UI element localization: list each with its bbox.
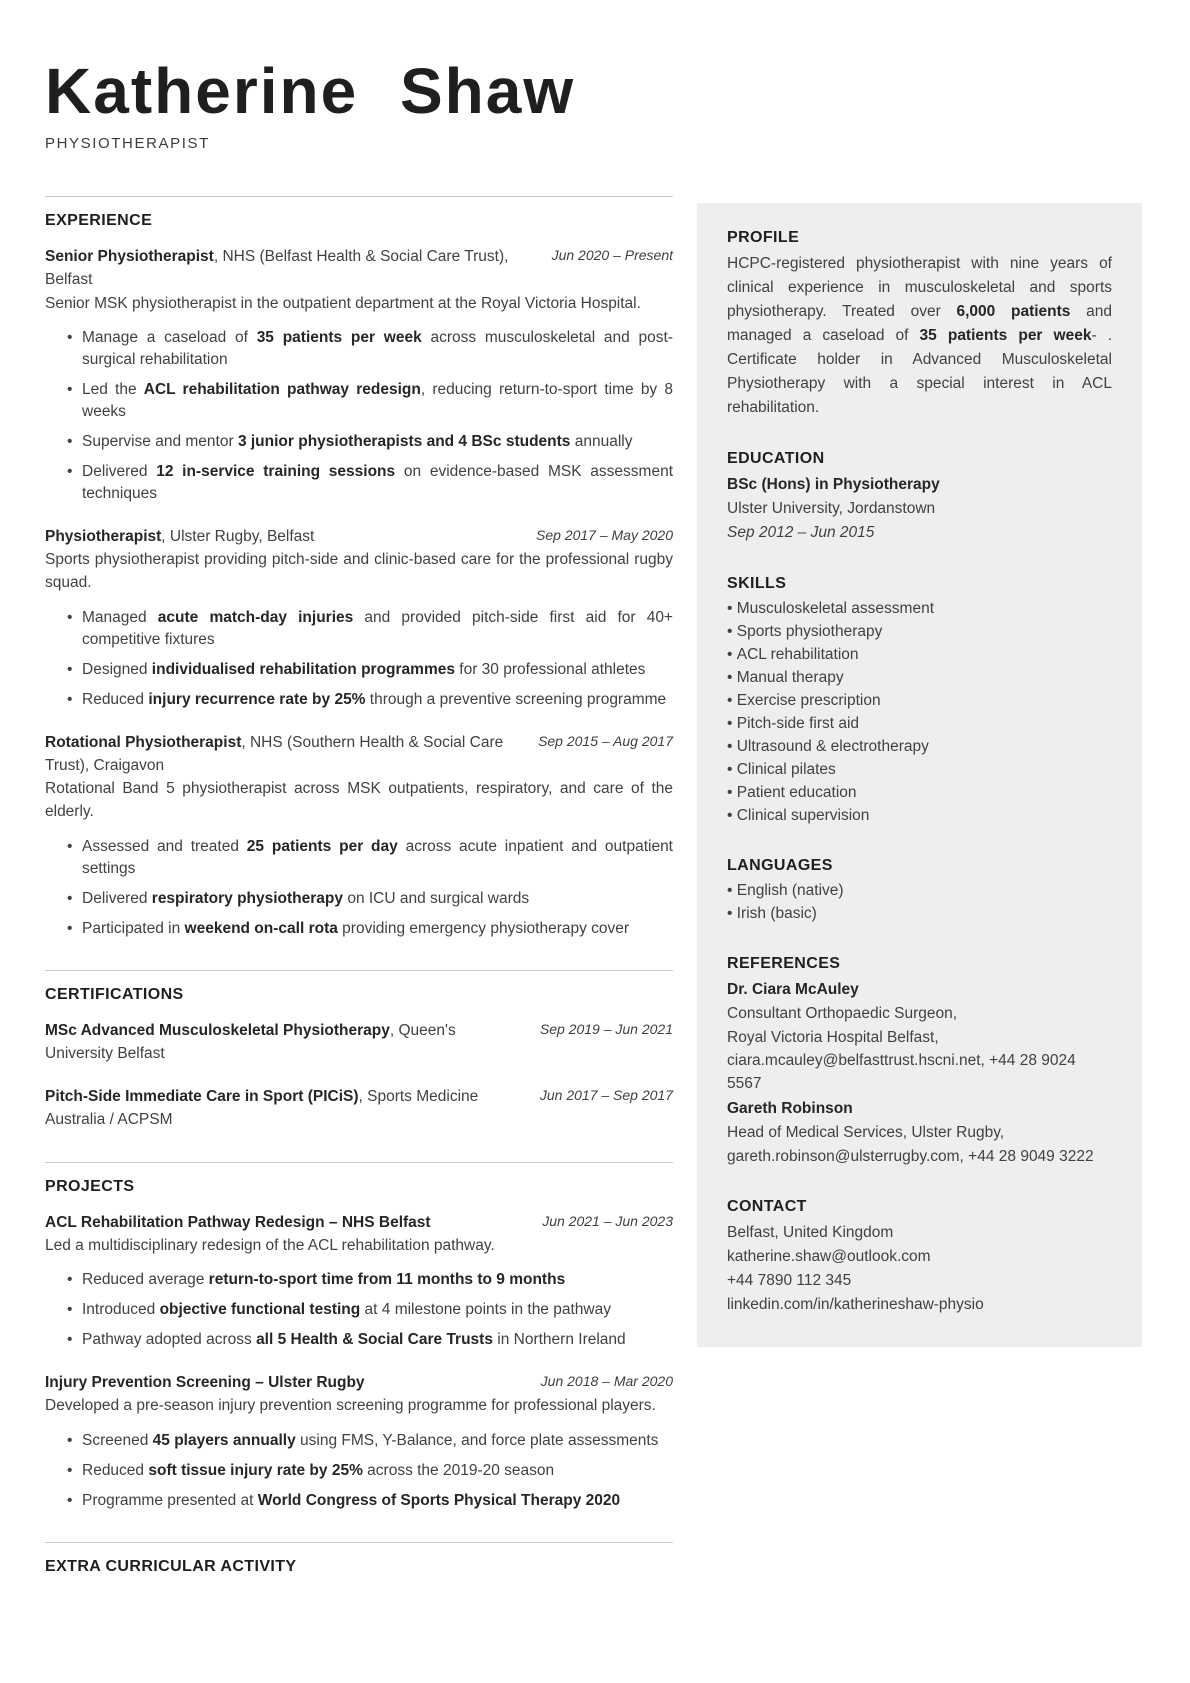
entry-title: Physiotherapist, Ulster Rugby, Belfast [45, 527, 315, 545]
references-list [727, 978, 1112, 1168]
education-date: Sep 2012 – Jun 2015 [727, 524, 875, 542]
bullet-item: • Designed individualised rehabilitation programmes for 30 professional athletes [67, 659, 673, 681]
page-title: Katherine Shaw [45, 55, 576, 127]
section-extra-curricular-activity [45, 1542, 673, 1576]
list-item: • Patient education [727, 782, 1112, 804]
entry-title: Pitch-Side Immediate Care in Sport (PICiS), Sports Medicine Australia / ACPSM [45, 1088, 479, 1129]
entry-date: Jun 2018 – Mar 2020 [540, 1373, 673, 1390]
reference-line: Head of Medical Services, Ulster Rugby, [727, 1124, 1005, 1142]
entry-head [45, 525, 673, 548]
resume-entry [45, 1211, 673, 1352]
entry-bullets [67, 607, 673, 711]
job-title: PHYSIOTHERAPIST [45, 135, 210, 153]
entry-title: Rotational Physiotherapist, NHS (Southern Health & Social Care Trust), Craigavon [45, 733, 504, 774]
resume-entry [45, 731, 673, 940]
bullet-item: • Introduced objective functional testing at 4 milestone points in the pathway [67, 1299, 673, 1321]
bullet-item: • Programme presented at World Congress of Sports Physical Therapy 2020 [67, 1490, 673, 1512]
list-item: +44 7890 112 345 [727, 1271, 852, 1289]
entry-summary: Developed a pre-season injury prevention screening programme for professional players. [45, 1397, 656, 1415]
resume-entry [45, 245, 673, 505]
reference-line: Royal Victoria Hospital Belfast, [727, 1028, 939, 1046]
entry-date: Jun 2020 – Present [551, 247, 673, 264]
profile-text: HCPC-registered physiotherapist with nine years of clinical experience in musculoskeletal and sports physiotherapy. Treated over 6,000 patients and managed a caseload of 35 patients per week- . Certificate holder in Advanced Musculoskeletal Physiotherapy with a special interest in ACL rehabilitation. [727, 255, 1113, 417]
bullet-item: • Participated in weekend on-call rota providing emergency physiotherapy cover [67, 918, 673, 940]
bullet-item: • Supervise and mentor 3 junior physiotherapists and 4 BSc students annually [67, 431, 673, 453]
sidebar-section-profile [727, 229, 1112, 420]
resume-entry [45, 1019, 673, 1066]
entry-title: Injury Prevention Screening – Ulster Rugby [45, 1374, 365, 1392]
section-experience [45, 196, 673, 940]
section-heading: CONTACT [727, 1197, 807, 1215]
section-heading: PROJECTS [45, 1177, 135, 1195]
list-item: • English (native) [727, 880, 1112, 902]
entry-head [45, 1211, 673, 1234]
reference-line: ciara.mcauley@belfasttrust.hscni.net, +44 28 9024 5567 [727, 1051, 1076, 1093]
sidebar-section-contact [727, 1198, 1112, 1317]
list-item: katherine.shaw@outlook.com [727, 1247, 931, 1265]
entry-date: Sep 2019 – Jun 2021 [539, 1020, 673, 1037]
sidebar-section-skills [727, 575, 1112, 827]
entry-summary: Senior MSK physiotherapist in the outpatient department at the Royal Victoria Hospital. [45, 294, 641, 312]
list-item: Belfast, United Kingdom [727, 1223, 894, 1241]
list-item: • Irish (basic) [727, 903, 1112, 925]
bullet-item: • Delivered 12 in-service training sessions on evidence-based MSK assessment techniques [67, 461, 673, 505]
reference-name: Dr. Ciara McAuley [727, 981, 859, 999]
section-heading: EXPERIENCE [45, 212, 153, 230]
entry-date: Jun 2017 – Sep 2017 [539, 1087, 673, 1104]
left-column [45, 196, 673, 1606]
list-item: • Ultrasound & electrotherapy [727, 736, 1112, 758]
bullet-item: • Screened 45 players annually using FMS, Y-Balance, and force plate assessments [67, 1430, 673, 1452]
bullet-item: • Delivered respiratory physiotherapy on ICU and surgical wards [67, 888, 673, 910]
list-item: • Exercise prescription [727, 690, 1112, 712]
list-item: • Clinical pilates [727, 759, 1112, 781]
bullet-item: • Led the ACL rehabilitation pathway redesign, reducing return-to-sport time by 8 weeks [67, 379, 673, 423]
entry-title: MSc Advanced Musculoskeletal Physiotherapy, Queen's University Belfast [45, 1021, 456, 1062]
list-item: linkedin.com/in/katherineshaw-physio [727, 1295, 984, 1313]
columns [45, 196, 1142, 1606]
sidebar [697, 203, 1142, 1347]
skills-list [727, 598, 1112, 827]
list-item: • Manual therapy [727, 667, 1112, 689]
entry-bullets [67, 327, 673, 505]
section-heading: EDUCATION [727, 450, 825, 468]
bullet-item: • Assessed and treated 25 patients per day across acute inpatient and outpatient settings [67, 836, 673, 880]
bullet-item: • Managed acute match-day injuries and provided pitch-side first aid for 40+ competitive fixtures [67, 607, 673, 651]
section-heading: REFERENCES [727, 955, 841, 973]
languages-list [727, 880, 1112, 925]
bullet-item: • Reduced injury recurrence rate by 25% through a preventive screening programme [67, 689, 673, 711]
section-heading: PROFILE [727, 229, 800, 247]
education-school: Ulster University, Jordanstown [727, 500, 936, 518]
entry-bullets [67, 836, 673, 940]
sidebar-section-languages [727, 857, 1112, 925]
entry-summary: Rotational Band 5 physiotherapist across MSK outpatients, respiratory, and care of the elderly. [45, 780, 673, 821]
section-projects [45, 1162, 673, 1512]
list-item: • Pitch-side first aid [727, 713, 1112, 735]
section-heading: CERTIFICATIONS [45, 985, 184, 1003]
entry-summary: Led a multidisciplinary redesign of the ACL rehabilitation pathway. [45, 1236, 495, 1254]
entry-head [45, 1085, 673, 1132]
section-heading: SKILLS [727, 575, 787, 593]
bullet-item: • Pathway adopted across all 5 Health & Social Care Trusts in Northern Ireland [67, 1329, 673, 1351]
entry-date: Sep 2017 – May 2020 [536, 526, 673, 543]
entry-bullets [67, 1430, 673, 1512]
reference-line: gareth.robinson@ulsterrugby.com, +44 28 9049 3222 [727, 1147, 1094, 1165]
resume-entry [45, 1371, 673, 1512]
entry-bullets [67, 1269, 673, 1351]
entry-date: Sep 2015 – Aug 2017 [538, 732, 673, 749]
list-item: • Clinical supervision [727, 805, 1112, 827]
bullet-item: • Reduced average return-to-sport time from 11 months to 9 months [67, 1269, 673, 1291]
list-item: • ACL rehabilitation [727, 644, 1112, 666]
resume-entry [45, 525, 673, 711]
entry-head [45, 1019, 673, 1066]
section-heading: EXTRA CURRICULAR ACTIVITY [45, 1557, 297, 1575]
section-certifications [45, 970, 673, 1132]
reference-line: Consultant Orthopaedic Surgeon, [727, 1005, 958, 1023]
sidebar-section-references [727, 955, 1112, 1168]
entry-head [45, 731, 673, 778]
bullet-item: • Manage a caseload of 35 patients per week across musculoskeletal and post-surgical rehabilitation [67, 327, 673, 371]
bullet-item: • Reduced soft tissue injury rate by 25% across the 2019-20 season [67, 1460, 673, 1482]
resume-header [45, 55, 1142, 153]
entry-head [45, 1371, 673, 1394]
section-heading: LANGUAGES [727, 857, 833, 875]
sidebar-section-education [727, 450, 1112, 545]
entry-title: ACL Rehabilitation Pathway Redesign – NHS Belfast [45, 1213, 431, 1231]
entry-summary: Sports physiotherapist providing pitch-side and clinic-based care for the professional rugby squad. [45, 551, 673, 592]
education-degree: BSc (Hons) in Physiotherapy [727, 476, 940, 494]
contact-lines [727, 1221, 1112, 1317]
entry-title: Senior Physiotherapist, NHS (Belfast Health & Social Care Trust), Belfast [45, 248, 509, 289]
entry-head [45, 245, 673, 292]
list-item: • Sports physiotherapy [727, 621, 1112, 643]
reference-name: Gareth Robinson [727, 1100, 853, 1118]
list-item: • Musculoskeletal assessment [727, 598, 1112, 620]
resume-entry [45, 1085, 673, 1132]
entry-date: Jun 2021 – Jun 2023 [542, 1212, 673, 1229]
